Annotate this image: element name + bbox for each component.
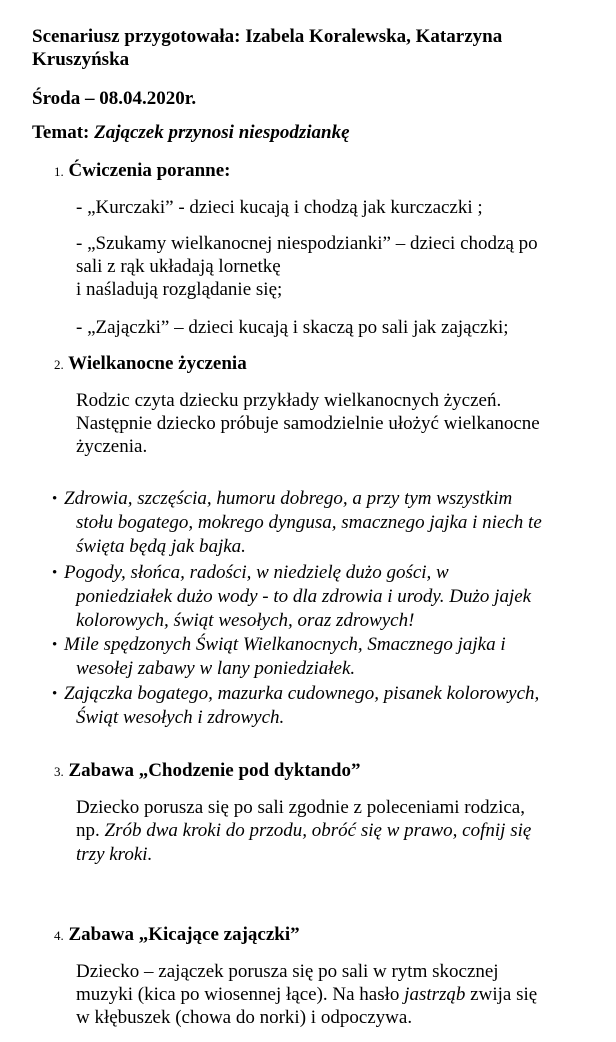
section-title: Zabawa „Kicające zajączki” [68, 924, 300, 945]
paragraph-line: w kłębuszek (chowa do norki) i odpoczywa. [76, 1007, 413, 1028]
wish-line: kolorowych, świąt wesołych, oraz zdrowych! [76, 610, 415, 631]
list-item-continuation: sali z rąk układają lornetkę [76, 256, 281, 277]
topic-label: Temat: [32, 122, 90, 143]
paragraph-line [76, 820, 531, 842]
wish-line: święta będą jak bajka. [76, 536, 246, 557]
wish-line: poniedziałek dużo wody - to dla zdrowia i urody. Dużo jajek [76, 586, 532, 607]
paragraph-line: Dziecko porusza się po sali zgodnie z poleceniami rodzica, [76, 797, 525, 818]
authors-line-2: Kruszyńska [32, 49, 130, 70]
date-line: Środa – 08.04.2020r. [32, 88, 197, 109]
section-title: Ćwiczenia poranne: [68, 160, 231, 181]
list-item: - „Zajączki” – dzieci kucają i skaczą po sali jak zajączki; [76, 317, 509, 338]
section-title: Wielkanocne życzenia [68, 353, 247, 374]
paragraph-line: Dziecko – zajączek porusza się po sali w rytm skocznej [76, 961, 499, 982]
paragraph-italic-text: jastrząb [404, 984, 466, 1005]
list-item: - „Szukamy wielkanocnej niespodzianki” – dzieci chodzą po [76, 233, 538, 254]
topic-line [32, 122, 350, 144]
bullet: • [52, 491, 58, 507]
section-1-heading [54, 160, 231, 183]
section-number: 4. [54, 928, 64, 943]
wish-line: Zajączka bogatego, mazurka cudownego, pisanek kolorowych, [64, 683, 540, 704]
paragraph-line: życzenia. [76, 436, 148, 457]
section-3-heading [54, 760, 360, 783]
paragraph-line [76, 984, 537, 1006]
section-2-heading [54, 353, 247, 376]
paragraph-line: Rodzic czyta dziecku przykłady wielkanocnych życzeń. [76, 390, 502, 411]
wish-line: Mile spędzonych Świąt Wielkanocnych, Smacznego jajka i [64, 634, 506, 655]
section-number: 1. [54, 164, 64, 179]
paragraph-text: np. [76, 820, 105, 841]
paragraph-italic-text: Zrób dwa kroki do przodu, obróć się w prawo, cofnij się [104, 820, 532, 841]
wish-line: Zdrowia, szczęścia, humoru dobrego, a przy tym wszystkim [64, 488, 513, 509]
list-item-continuation: i naśladują rozglądanie się; [76, 279, 283, 300]
wish-line: Świąt wesołych i zdrowych. [76, 707, 285, 728]
wish-line: wesołej zabawy w lany poniedziałek. [76, 658, 356, 679]
wish-line: stołu bogatego, mokrego dyngusa, smacznego jajka i niech te [76, 512, 542, 533]
bullet: • [52, 686, 58, 702]
list-item: - „Kurczaki” - dzieci kucają i chodzą jak kurczaczki ; [76, 197, 483, 218]
section-number: 2. [54, 357, 64, 372]
bullet: • [52, 565, 58, 581]
wish-line: Pogody, słońca, radości, w niedzielę dużo gości, w [64, 562, 449, 583]
paragraph-text: muzyki (kica po wiosennej łące). Na hasło [76, 984, 405, 1005]
section-number: 3. [54, 764, 64, 779]
paragraph-line: trzy kroki. [76, 844, 153, 865]
topic-title: Zajączek przynosi niespodziankę [94, 122, 350, 143]
section-title: Zabawa „Chodzenie pod dyktando” [68, 760, 361, 781]
bullet: • [52, 637, 58, 653]
paragraph-text: zwija się [465, 984, 538, 1005]
section-4-heading [54, 924, 300, 947]
paragraph-line: Następnie dziecko próbuje samodzielnie ułożyć wielkanocne [76, 413, 540, 434]
authors-line-1: Scenariusz przygotowała: Izabela Koralewska, Katarzyna [32, 26, 503, 47]
